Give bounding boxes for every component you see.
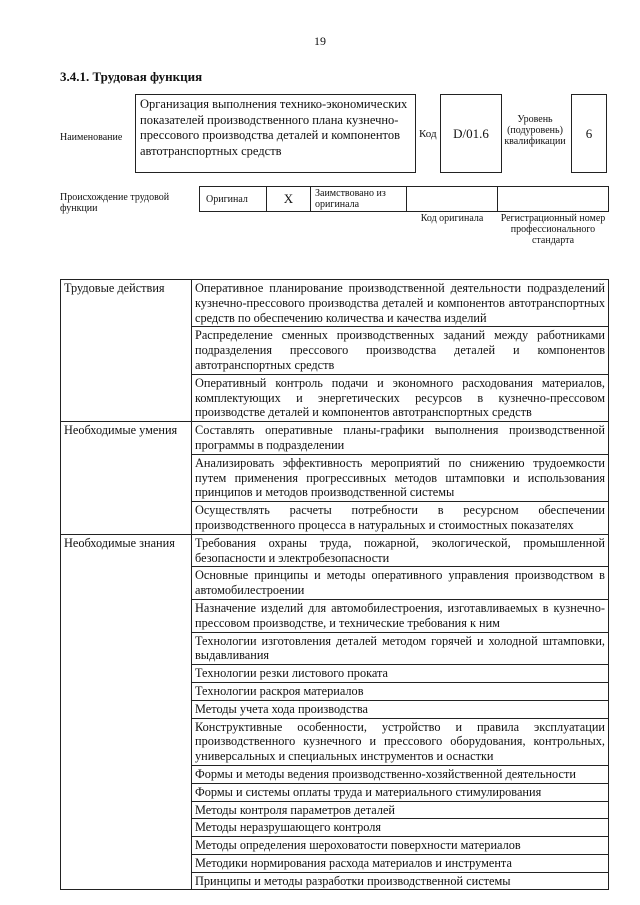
function-table xyxy=(60,279,609,890)
original-mark: X xyxy=(266,186,311,212)
table-row xyxy=(61,534,609,567)
function-name: Организация выполнения технико-экономических показателей производственного плана кузнечно-прессового производства деталей и компонентов автотранспортных средств xyxy=(135,94,416,173)
level-label: Уровень (подуровень) квалификации xyxy=(504,114,566,147)
table-row xyxy=(61,422,609,455)
requirement-cell: Технологии раскроя материалов xyxy=(192,682,609,700)
section-title: 3.4.1. Трудовая функция xyxy=(60,69,203,84)
code-original-cell xyxy=(406,186,498,212)
requirement-cell: Методики нормирования расхода материалов и инструмента xyxy=(192,854,609,872)
requirement-cell: Принципы и методы разработки производственной системы xyxy=(192,872,609,890)
requirement-cell: Требования охраны труда, пожарной, экологической, промышленной безопасности и электробезопасности xyxy=(192,534,609,567)
page-number: 19 xyxy=(314,34,326,48)
requirement-cell: Оперативный контроль подачи и экономного расходования материалов, комплектующих и энергетических ресурсов в кузнечно-прессовом производстве деталей и компонентов автотранспортных средств xyxy=(192,374,609,421)
name-label: Наименование xyxy=(60,132,123,143)
requirement-cell: Технологии изготовления деталей методом горячей и холодной штамповки, выдавливания xyxy=(192,632,609,665)
code-value: D/01.6 xyxy=(440,94,502,173)
borrowed-label: Заимствовано из оригинала xyxy=(310,186,407,212)
requirement-cell: Методы неразрушающего контроля xyxy=(192,819,609,837)
requirement-cell: Методы учета хода производства xyxy=(192,700,609,718)
origin-label: Происхождение трудовой функции xyxy=(60,192,170,214)
registration-cell xyxy=(497,186,609,212)
registration-label: Регистрационный номер профессионального стандарта xyxy=(500,213,606,246)
requirement-cell: Формы и системы оплаты труда и материального стимулирования xyxy=(192,783,609,801)
requirement-cell: Составлять оперативные планы-графики выполнения производственной программы в подразделении xyxy=(192,422,609,455)
original-label: Оригинал xyxy=(199,186,267,212)
level-value: 6 xyxy=(571,94,607,173)
category-cell: Трудовые действия xyxy=(61,280,192,422)
requirement-cell: Анализировать эффективность мероприятий по снижению трудоемкости путем применения прогрессивных методов штамповки и использования принципов и методов производственной системы xyxy=(192,454,609,501)
table-row xyxy=(61,280,609,327)
requirement-cell: Технологии резки листового проката xyxy=(192,665,609,683)
category-cell: Необходимые знания xyxy=(61,534,192,890)
code-label: Код xyxy=(419,128,437,140)
requirement-cell: Методы определения шероховатости поверхности материалов xyxy=(192,837,609,855)
requirement-cell: Конструктивные особенности, устройство и правила эксплуатации производственного кузнечного и прессового оборудования, контрольных, универсальных и специальных инструментов и оснастки xyxy=(192,718,609,765)
requirement-cell: Методы контроля параметров деталей xyxy=(192,801,609,819)
requirement-cell: Формы и методы ведения производственно-хозяйственной деятельности xyxy=(192,765,609,783)
requirement-cell: Распределение сменных производственных заданий между работниками подразделения прессового производства деталей и компонентов автотранспортных средств xyxy=(192,327,609,374)
category-cell: Необходимые умения xyxy=(61,422,192,535)
requirement-cell: Назначение изделий для автомобилестроения, изготавливаемых в кузнечно-прессовом производстве, и технические требования к ним xyxy=(192,599,609,632)
function-table-body xyxy=(61,280,609,890)
requirement-cell: Основные принципы и методы оперативного управления производством в автомобилестроении xyxy=(192,567,609,600)
requirement-cell: Осуществлять расчеты потребности в ресурсном обеспечении производственного процесса в натуральных и стоимостных показателях xyxy=(192,502,609,535)
code-original-label: Код оригинала xyxy=(420,213,484,224)
requirement-cell: Оперативное планирование производственной деятельности подразделений кузнечно-прессового производства деталей и компонентов автотранспортных средств по обеспечению количества и качества изделий xyxy=(192,280,609,327)
